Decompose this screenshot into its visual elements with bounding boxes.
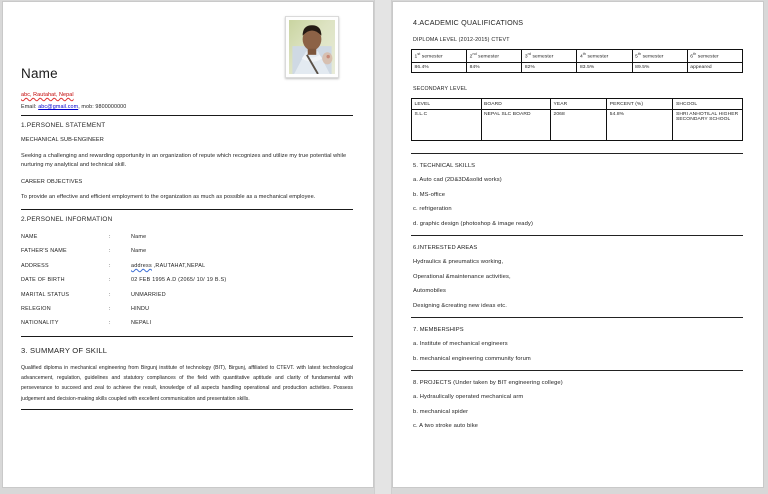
cell-board: NEPAL SLC BOARD	[481, 109, 551, 140]
list-item: a. Auto cad (2D&3D&solid works)	[413, 177, 502, 184]
divider	[411, 317, 743, 318]
table-row	[412, 109, 743, 140]
divider	[21, 209, 353, 210]
profile-photo	[285, 16, 339, 78]
ordinal-suffix: nd	[472, 52, 477, 57]
table-row	[412, 63, 743, 73]
list-item: d. graphic design (photoshop & image ready)	[413, 220, 533, 227]
semester-value-cell: 84%	[467, 63, 522, 73]
cell-school: SHRI ANHOTILAL HIGHER SECONDARY SCHOOL	[673, 109, 743, 140]
list-item: b. MS-office	[413, 191, 446, 198]
semester-value-cell: 89.5%	[632, 63, 687, 73]
ordinal-number: 6	[690, 54, 694, 60]
column-header: LEVEL	[412, 99, 482, 109]
divider	[21, 115, 353, 116]
ordinal-suffix: rd	[527, 52, 532, 57]
list-item: Operational &maintenance activities,	[413, 273, 511, 280]
divider	[411, 153, 743, 154]
row-value: NEPALI	[131, 320, 152, 327]
table-row	[21, 273, 353, 287]
column-header: BOARD	[481, 99, 551, 109]
page-title: Name	[21, 66, 58, 81]
semester-header-cell: 5th semester	[632, 50, 687, 63]
row-value: Name	[131, 248, 147, 255]
table-row-header	[412, 50, 743, 63]
row-label: NATIONALITY	[21, 320, 59, 327]
list-item: a. Institute of mechanical engineers	[413, 341, 508, 348]
ordinal-number: 4	[579, 54, 583, 60]
row-colon: :	[109, 305, 111, 312]
resume-header	[21, 16, 353, 88]
row-colon: :	[109, 262, 111, 269]
divider	[411, 370, 743, 371]
ordinal-number: 1	[414, 54, 418, 60]
section-heading-interested-areas: 6.INTERESTED AREAS	[413, 244, 478, 251]
row-colon: :	[109, 248, 111, 255]
semester-value-cell: 83.5%	[577, 63, 632, 73]
list-item: c. refrigeration	[413, 206, 452, 213]
row-label: DATE OF BIRTH	[21, 277, 65, 284]
divider	[21, 409, 353, 410]
cell-percent: 54.8%	[607, 109, 673, 140]
email-line	[21, 104, 353, 110]
mobile-text: , mob: 9800000000	[78, 104, 127, 111]
email-link[interactable]: abc@gmail.com	[38, 104, 79, 111]
address-line	[21, 91, 353, 99]
ordinal-suffix: st	[417, 52, 421, 57]
row-value: UNMARRIED	[131, 291, 166, 298]
semester-value-cell: 82%	[522, 63, 577, 73]
section-heading-memberships: 7. MEMBERSHIPS	[413, 326, 464, 333]
ordinal-number: 2	[469, 54, 473, 60]
divider	[411, 235, 743, 236]
column-header: SHCOOL	[673, 99, 743, 109]
table-row-header	[412, 99, 743, 109]
row-value	[131, 259, 353, 273]
list-item: Designing &creating new ideas etc.	[413, 302, 507, 309]
row-colon: :	[109, 291, 111, 298]
row-colon: :	[109, 320, 111, 327]
row-label: NAME	[21, 234, 38, 241]
role-title: MECHANICAL SUB-ENGINEER	[21, 137, 104, 144]
career-objectives-paragraph: To provide an effective and efficient employment to the organization as much as possible as a mechanical employee.	[21, 194, 316, 201]
diploma-level-label: DIPLOMA LEVEL (2012-2015) CTEVT	[413, 37, 510, 43]
row-label: MARITAL STATUS	[21, 291, 70, 298]
cell-year: 2068	[551, 109, 607, 140]
row-value: Name	[131, 234, 147, 241]
table-row	[21, 259, 353, 273]
section-heading-summary-of-skill: 3. SUMMARY OF SKILL	[21, 345, 108, 355]
row-colon: :	[109, 234, 111, 241]
section-heading-academic-qualifications: 4.ACADEMIC QUALIFICATIONS	[413, 18, 524, 27]
table-row	[21, 287, 353, 301]
row-value: 02 FEB 1995 A.D (2065/ 10/ 19 B.S)	[131, 277, 227, 284]
summary-paragraph: Qualified diploma in mechanical engineering from Birgunj institute of technology (BIT), Birgunj, affiliated to CTEVT. with latest technological advancement, regulation, guidelines and statutory compliances of the field with quantitative aptitude and clarity of fundamental with perseverance to succeed and zeal to achieve the result, knowledge of all aspects handling operational and production activities. Possess judgement and decision-making skills coupled with excellent communication and presentation skills.	[21, 364, 353, 402]
list-item: a. Hydraulically operated mechanical arm	[413, 394, 524, 401]
semester-header-cell: 1st semester	[412, 50, 467, 63]
objective-paragraph: Seeking a challenging and rewarding opportunity in an organization of repute which recognizes and utilize my true potential while nurturing my analytical and technical skill.	[21, 152, 347, 169]
ordinal-number: 5	[635, 54, 638, 60]
table-row	[21, 316, 353, 330]
secondary-level-table	[411, 98, 743, 141]
semester-header-cell: 2nd semester	[467, 50, 522, 63]
career-objectives-heading: CAREER OBJECTIVES	[21, 178, 83, 185]
row-colon: :	[109, 277, 111, 284]
address-text: abc, Rautahat, Nepal	[21, 92, 74, 98]
table-row	[21, 230, 353, 244]
table-row	[21, 244, 353, 258]
semester-value-cell: 86.4%	[412, 63, 467, 73]
column-header: PERCENT (%)	[607, 99, 673, 109]
secondary-level-label: SECONDARY LEVEL	[413, 86, 468, 93]
cell-level: S.L.C	[412, 109, 482, 140]
page-gutter	[374, 0, 392, 494]
semester-header-cell: 6th semester	[687, 50, 742, 63]
misspelled-word: address	[131, 262, 152, 269]
ordinal-suffix: th	[582, 52, 586, 57]
list-item: b. mechanical spider	[413, 408, 469, 415]
document-page-2	[392, 1, 764, 488]
row-label: ADDRESS	[21, 262, 49, 269]
ordinal-number: 3	[524, 54, 528, 60]
semester-results-table	[411, 49, 743, 73]
list-item: b. mechanical engineering community forum	[413, 355, 531, 362]
divider	[21, 336, 353, 337]
list-item: c. A two stroke auto bike	[413, 423, 479, 430]
section-heading-personel-information: 2.PERSONEL INFORMATION	[21, 215, 113, 223]
section-heading-projects: 8. PROJECTS (Under taken by BIT engineering college)	[413, 379, 563, 386]
personal-information-table	[21, 230, 353, 331]
section-heading-personel-statement: 1.PERSONEL STATEMENT	[21, 122, 106, 130]
portrait-photo-icon	[289, 20, 335, 74]
list-item: Hydraulics & pneumatics working,	[413, 259, 504, 266]
table-row	[21, 302, 353, 316]
semester-value-cell: appeared	[687, 63, 742, 73]
list-item: Automobiles	[413, 288, 446, 295]
ordinal-suffix: th	[693, 52, 697, 57]
row-value: HINDU	[131, 305, 150, 312]
section-heading-technical-skills: 5. TECHNICAL SKILLS	[413, 162, 476, 169]
ordinal-suffix: th	[637, 52, 642, 57]
semester-header-cell: 4th semester	[577, 50, 632, 63]
email-label: Email:	[21, 104, 37, 111]
address-rest: ,RAUTAHAT,NEPAL	[151, 262, 206, 269]
column-header: YEAR	[551, 99, 607, 109]
row-label: FATHER'S NAME	[21, 248, 67, 255]
document-page-1	[2, 1, 374, 488]
semester-header-cell: 3rd semester	[522, 50, 577, 63]
row-label: RELEGION	[21, 305, 51, 312]
